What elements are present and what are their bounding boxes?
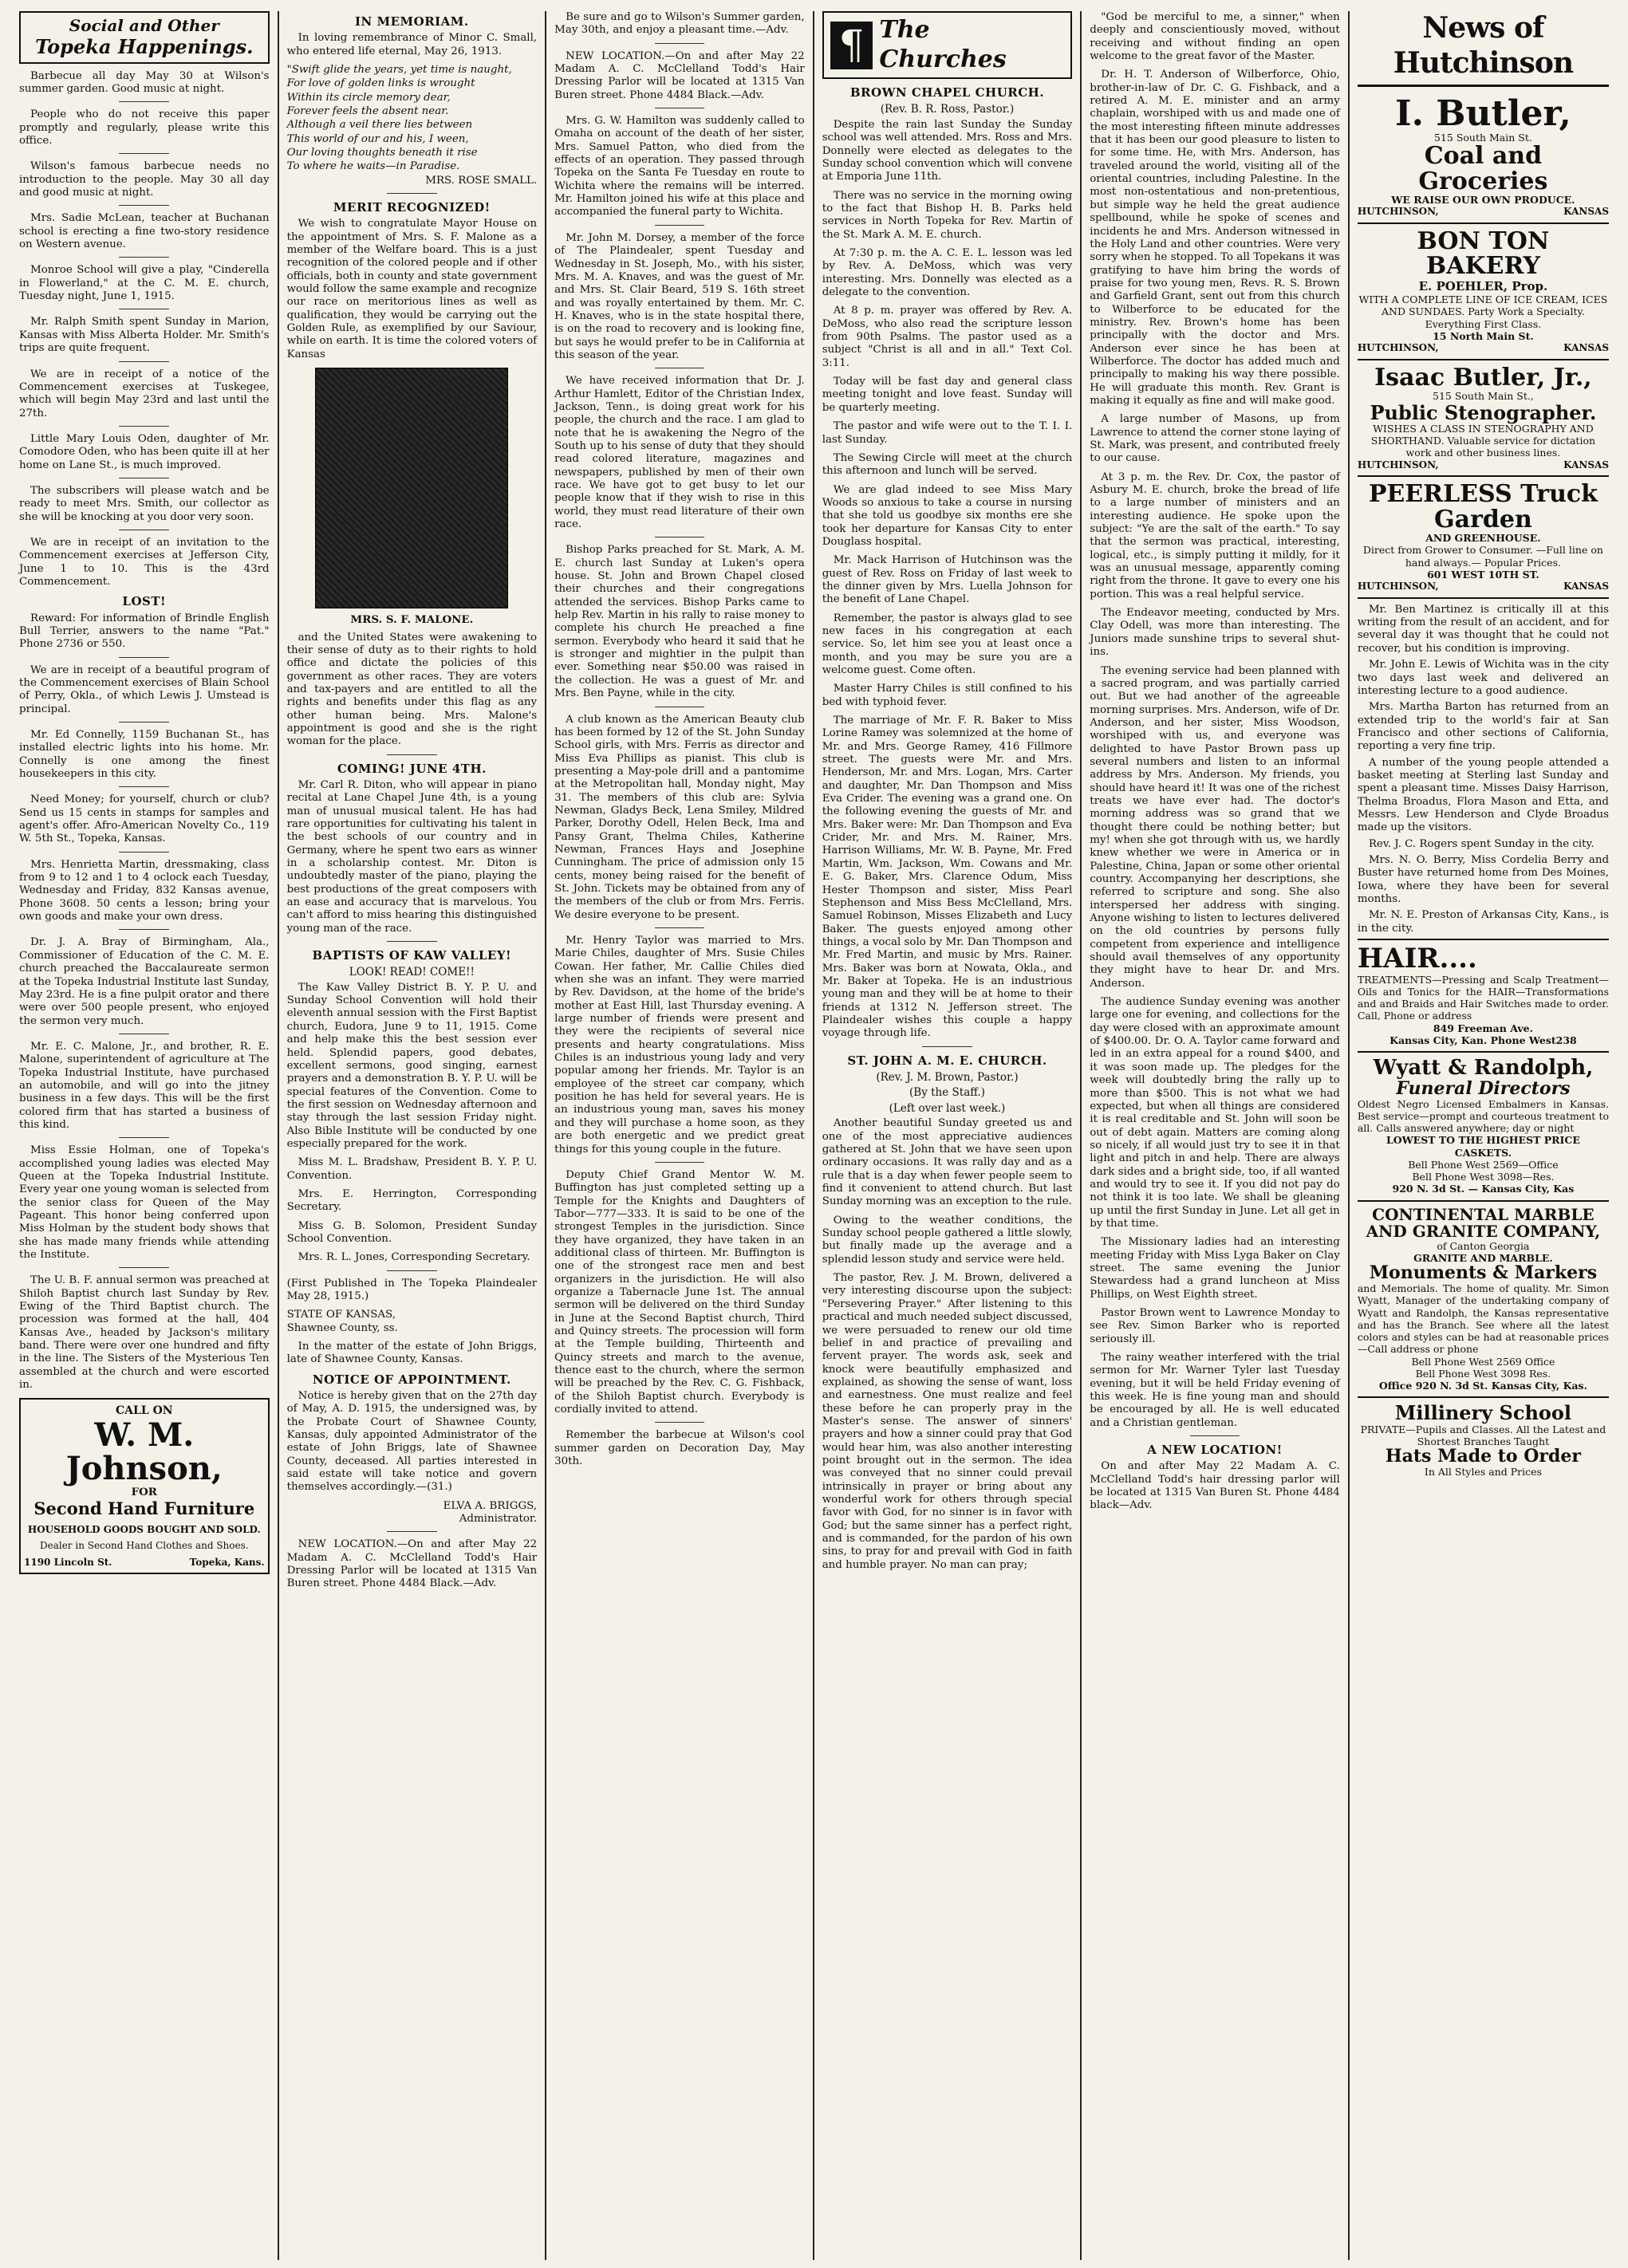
divider <box>119 929 169 930</box>
news-item: Mr. Mack Harrison of Hutchinson was the guest of Rev. Ross on Friday of last week to the dinner given by Mrs. Luella Johnson for the benefit of Lane Chapel. <box>822 554 1073 606</box>
news-item: Miss M. L. Bradshaw, President B. Y. P. U. Convention. <box>286 1156 538 1182</box>
butler-raise: WE RAISE OUR OWN PRODUCE. <box>1391 194 1575 207</box>
isaac-name: Isaac Butler, Jr., <box>1374 363 1592 392</box>
news-item: Mrs. Sadie McLean, teacher at Buchanan school is erecting a fine two-story residence on Western avenue. <box>19 212 270 251</box>
news-item: Barbecue all day May 30 at Wilson's summer garden. Good music at night. <box>19 69 270 95</box>
st-john-pastor: (Rev. J. M. Brown, Pastor.) <box>876 1070 1019 1084</box>
city: HUTCHINSON, <box>1357 459 1439 471</box>
topeka-items-2 <box>19 664 270 1392</box>
bonton-prop: E. POEHLER, Prop. <box>1418 278 1548 293</box>
peerless-address: 601 WEST 10TH ST. <box>1427 568 1539 581</box>
news-item: Mr. Ralph Smith spent Sunday in Marion, Kansas with Miss Alberta Holder. Mr. Smith's trips are quite frequent. <box>19 316 270 355</box>
news-item: Despite the rain last Sunday the Sunday school was well attended. Mrs. Ross and Mrs. Donnelly were elected as delegates to the Sunday school convention which will convene at Emporia June 11th. <box>822 118 1073 183</box>
news-item: Deputy Chief Grand Mentor W. M. Buffington has just completed setting up a Temple for the Knights and Daughters of Tabor—777—333. It is said to be one of the strongest Temples in the jurisdiction. Since they have organized, they have taken in an additional class of thirteen. Mr. Buffington is one of the strongest race men and best organizers in the jurisdiction. He will also organize a Tabernacle June 1st. The annual sermon will be delivered on the third Sunday in June at the Second Baptist church, Third and Quincy streets. The procession will form at the Temple building, Thirteenth and Quincy streets and march to the avenue, thence east to the church, where the sermon will be preached by the Rev. C. G. Fishback, of the Shiloh Baptist church. Everybody is cordially invited to attend. <box>554 1168 805 1416</box>
bonton-ad <box>1358 224 1609 360</box>
butler-name: I. Butler, <box>1395 93 1571 134</box>
brown-chapel-pastor: (Rev. B. R. Ross, Pastor.) <box>880 103 1015 116</box>
news-item: We are in receipt of a beautiful program of the Commencement exercises of Blain School of Perry, Okla., of which Lewis J. Umstead is principal. <box>19 663 270 715</box>
wyatt-phone-2: Bell Phone West 3098—Res. <box>1412 1171 1555 1183</box>
column-5 <box>1082 11 1350 2260</box>
header-line-1: Social and Other <box>69 16 219 35</box>
news-item: The pastor, Rev. J. M. Brown, delivered a very interesting discourse upon the subject: "Persevering Prayer." After listening to this practical and much needed subject discussed, we were persuaded to renew our old time belief in and practice of prevailing and fervent prayer. The words ask, seek and knock were beautifully emphasized and explained, as showing the sense of want, loss and earnestness. One must realize and feel these before he can properly pray in the Master's sense. The answer of sinners' prayers and how a sinner could pray that God would hear him, was also another interesting point brought out in the sermon. The idea was conveyed that no sinner could prevail intrinsically in prayer or bring about any wonderful work for others through special favor with God, for no sinner is in favor with God; but the same sinner has a perfect right, and is commanded, for the pardon of his own sins, to pray for and prevail with God in faith and humble prayer. No man can pray; <box>822 1272 1073 1571</box>
news-item: Need Money; for yourself, church or club? Send us 15 cents in stamps for samples and agent's offer. Afro-American Novelty Co., 119 W. 5th St., Topeka, Kansas. <box>19 793 270 845</box>
news-item: The subscribers will please watch and be ready to meet Mrs. Smith, our collector as she will be knocking at you door very soon. <box>19 484 270 523</box>
hutchinson-news <box>1358 604 1609 935</box>
news-item: Be sure and go to Wilson's Summer garden, May 30th, and enjoy a pleasant time.—Adv. <box>554 11 805 37</box>
coming-heading: COMING! JUNE 4TH. <box>337 761 487 776</box>
news-item: Miss G. B. Solomon, President Sunday School Convention. <box>286 1219 538 1245</box>
news-item: Today will be fast day and general class meeting tonight and love feast. Sunday will be quarterly meeting. <box>822 376 1073 414</box>
news-item: We are in receipt of a notice of the Commencement exercises at Tuskegee, which will begin May 23rd and last until the 27th. <box>19 368 270 419</box>
city: HUTCHINSON, <box>1357 342 1439 354</box>
news-item: Rev. J. C. Rogers spent Sunday in the city. <box>1368 837 1594 850</box>
divider <box>119 153 169 154</box>
wyatt-ad <box>1358 1053 1609 1201</box>
ad-dealer: Dealer in Second Hand Clothes and Shoes. <box>39 1540 249 1552</box>
text-line: Within its circle memory dear, <box>286 91 451 104</box>
text-line: This world of our and his, I ween, <box>286 132 469 145</box>
news-item: Mr. John M. Dorsey, a member of the force of The Plaindealer, spent Tuesday and Wednesday in St. Joseph, Mo., with his sister, Mrs. M. A. Knaves, and was the guest of Mr. and Mrs. St. Clair Beard, 519 S. 16th street and was royally entertained by them. Mr. C. H. Knaves, who is in the state hospital there, is on the road to recovery and is looking fine, but says he would prefer to be in California at this season of the year. <box>554 231 805 361</box>
divider <box>922 1046 972 1047</box>
news-item: The Missionary ladies had an interesting meeting Friday with Miss Lyga Baker on Clay street. The same evening the Junior Stewardess had a grand luncheon at Miss Phillips, on West Eighth street. <box>1090 1236 1340 1301</box>
news-item: Mrs. E. Herrington, Corresponding Secretary. <box>286 1187 538 1214</box>
bonton-address: 15 North Main St. <box>1433 329 1534 342</box>
millinery-hats: Hats Made to Order <box>1385 1446 1581 1467</box>
divider <box>655 1162 705 1163</box>
text-line: To where he waits—in Paradise. <box>286 160 460 173</box>
news-item: Remember, the pastor is always glad to see new faces in his congregation at each service. So, let him see you at least once a month, and you may be sure you are a welcome guest. Come often. <box>822 612 1073 677</box>
divider <box>655 43 705 44</box>
new-location-ad: NEW LOCATION.—On and after May 22 Madam A. C. McClelland Todd's Hair Dressing Parlor will be located at 1315 Van Buren street. Phone 4484 Black.—Adv. <box>286 1538 538 1590</box>
st-john-items <box>822 1117 1073 1572</box>
ad-sub: HOUSEHOLD GOODS BOUGHT AND SOLD. <box>27 1523 261 1535</box>
state: KANSAS <box>1563 581 1610 593</box>
news-item: People who do not receive this paper promptly and regularly, please write this office. <box>19 108 270 148</box>
divider <box>119 657 169 658</box>
merit-text: We wish to congratulate Mayor House on the appointment of Mrs. S. F. Malone as a member of the Welfare board. This is a just recognition of the colored people and if other officials, both in county and state government would follow the same example and recognize our race on meritorious lines as well as qualification, they would be carrying out the Golden Rule, as exemplified by our Saviour, while on earth. It is time the colored voters of Kansas <box>286 218 538 360</box>
news-item: Mrs. R. L. Jones, Corresponding Secretary. <box>298 1251 530 1264</box>
news-item: The evening service had been planned with a sacred program, and was partially carried out. But we had another of the agreeable morning surprises. Mrs. Anderson, wife of Dr. Anderson, and her sister, Miss Woodson, worshiped with us, and everyone was delighted to have Pastor Brown pass up several numbers and listen to an informal address by Mrs. Anderson. My friends, you should have heard it! It was one of the richest treats we have ever had. The doctor's morning address was so grand that we thought there could be nothing better; but my! when she got through with us, we hardly knew whether we were in America or in Palestine, China, Japan or some other oriental country. Accompanying her descriptions, she referred to scripture and song. She also interspersed her address with singing. Anyone wishing to listen to lectures delivered on the old countries by persons fully competent from experience and intelligence should avail themselves of any opportunity they might have to hear Dr. and Mrs. Anderson. <box>1090 664 1340 990</box>
divider <box>387 193 437 194</box>
column-1 <box>11 11 279 2260</box>
city: HUTCHINSON, <box>1357 206 1439 218</box>
news-item: The rainy weather interfered with the trial sermon for Mr. Warner Tyler last Tuesday evening, but it will be held Friday evening of this week. He is fine young man and should be encouraged by all. He is well educated and a Christian gentleman. <box>1090 1352 1340 1429</box>
isaac-text: WISHES A CLASS IN STENOGRAPHY AND SHORTHAND. Valuable service for dictation work and other business lines. <box>1370 422 1596 459</box>
new-location-heading: A NEW LOCATION! <box>1147 1443 1283 1458</box>
wyatt-phone-1: Bell Phone West 2569—Office <box>1408 1158 1559 1171</box>
news-item: The pastor and wife were out to the T. I. I. last Sunday. <box>822 420 1073 446</box>
news-item: Mrs. G. W. Hamilton was suddenly called to Omaha on account of the death of her sister, Mrs. Samuel Patton, who died from the effects of an operation. They passed through Topeka on the Santa Fe Tuesday en route to Wichita where the remains will be interred. Mr. Hamilton joined his wife at this place and accompanied the funeral party to Wichita. <box>554 115 805 219</box>
peerless-text: Direct from Grower to Consumer. —Full line on hand always.— Popular Prices. <box>1362 544 1603 569</box>
isaac-line: Public Stenographer. <box>1370 400 1597 424</box>
news-item: Mr. Ben Martinez is critically ill at this writing from the result of an accident, and for several day it was thought that he could not recover, but his condition is improving. <box>1357 603 1610 655</box>
divider <box>119 1267 169 1268</box>
baptists-text: The Kaw Valley District B. Y. P. U. and Sunday School Convention will hold their eleventh annual session with the First Baptist church, Eudora, June 9 to 11, 1915. Come and help make this the best session ever held. Splendid papers, good debates, excellent sermons, good singing, earnest prayers and a demonstration B. Y. P. U. will be special features of the Convention. Come to the first session on Wednesday afternoon and stay through the last session Friday night. Also Bible Institute will be conducted by one especially prepared for the work. <box>286 981 538 1150</box>
millinery-styles: In All Styles and Prices <box>1424 1466 1542 1479</box>
st-john-note: (Left over last week.) <box>889 1101 1006 1115</box>
legal-matter: In the matter of the estate of John Briggs, late of Shawnee County, Kansas. <box>286 1341 538 1366</box>
churches-title: The Churches <box>879 16 1007 73</box>
divider <box>119 426 169 427</box>
text-line: Forever feels the absent near. <box>286 105 449 118</box>
city-row <box>1358 459 1609 471</box>
city-row <box>1358 206 1609 218</box>
news-item: Mr. N. E. Preston of Arkansas City, Kans., is in the city. <box>1357 909 1610 935</box>
portrait-photo <box>315 368 508 608</box>
merit-continued: and the United States were awakening to their sense of duty as to their rights to hold office and dictate the policies of this government as other races. They are voters and tax-payers and are entitled to all the rights and benefits under this flag as any other human being. Mrs. Malone's appointment is good and she is the right woman for the place. <box>286 631 538 748</box>
ad-address-row <box>24 1557 265 1569</box>
news-item: Dr. J. A. Bray of Birmingham, Ala., Commissioner of Education of the C. M. E. church preached the Baccalaureate sermon at the Topeka Industrial Institute last Sunday, May 23rd. He is a fine pulpit orator and there were over 500 people present, who enjoyed the sermon very much. <box>19 936 270 1027</box>
news-item: Owing to the weather conditions, the Sunday school people gathered a little slowly, but finally made up the average and a splendid lesson study and service were held. <box>822 1214 1073 1266</box>
merit-heading: MERIT RECOGNIZED! <box>333 200 491 215</box>
divider <box>387 1270 437 1271</box>
news-item: The U. B. F. annual sermon was preached at Shiloh Baptist church last Sunday by Rev. Ewing of the Third Baptist church. The procession was formed at the hall, 404 Kansas Ave., headed by Jackson's military band. There were over one hundred and fifty in the line. The Sisters of the Mysterious Ten assembled at the church and were escorted in. <box>19 1274 270 1392</box>
continental-sub: of Canton Georgia <box>1437 1239 1530 1252</box>
ad-city: Topeka, Kans. <box>189 1556 265 1568</box>
news-item: Mrs. Martha Barton has returned from an extended trip to the world's fair at San Francisco and other sections of California, reporting a very fine trip. <box>1357 701 1610 753</box>
legal-state: STATE OF KANSAS, <box>286 1309 396 1321</box>
st-john-continued <box>1090 11 1340 1430</box>
memoriam-poem <box>287 64 538 174</box>
news-item: At 3 p. m. the Rev. Dr. Cox, the pastor of Asbury M. E. church, broke the bread of life to a large number of ministers and an interesting audience. He spoke upon the subject: "Ye are the salt of the earth." To say that the sermon was practical, interesting, logical, etc., is simply putting it mildly, for it was an unusual message, apparently coming right from the throne. It gave to every one his portion. This was a real helpful service. <box>1090 471 1340 600</box>
baptists-subheading: LOOK! READ! COME!! <box>349 966 475 979</box>
bonton-text: WITH A COMPLETE LINE OF ICE CREAM, ICES AND SUNDAES. Party Work a Specialty. Everything First Class. <box>1358 293 1608 330</box>
legal-publication: (First Published in The Topeka Plaindealer May 28, 1915.) <box>286 1277 538 1302</box>
column-2 <box>279 11 547 2260</box>
news-item: Bishop Parks preached for St. Mark, A. M. E. church last Sunday at Luken's opera house. St. John and Brown Chapel closed their churches and their congregations attended the services. Bishop Parks came to help Rev. Martin in his rally to raise money to complete his church He preached a fine sermon. Everybody who heard it said that he is stronger and mightier in the pulpit than ever. Something near $50.00 was raised in the collection. He was a guest of Mr. and Mrs. Ben Payne, while in the city. <box>554 544 805 700</box>
brown-chapel-items <box>822 119 1073 1041</box>
millinery-text: PRIVATE—Pupils and Classes. All the Latest and Shortest Branches Taught <box>1360 1423 1606 1447</box>
news-item: A large number of Masons, up from Lawrence to attend the corner stone laying of St. Mark, was present, and contributed freely to our cause. <box>1090 413 1340 465</box>
news-item: Mrs. N. O. Berry, Miss Cordelia Berry and Buster have returned home from Des Moines, Iowa, where they have been for several months. <box>1357 853 1610 906</box>
news-item: Dr. H. T. Anderson of Wilberforce, Ohio, brother-in-law of Dr. C. G. Fishback, and a retired A. M. E. minister and an army chaplain, worshiped with us and made one of the most interesting fifteen minute addresses that it has been our good pleasure to listen to for some time. He, with Mrs. Anderson, has traveled around the world, visiting all of the oriental countries, including Palestine. In the most non-ostentatious and non-pretentious, but simple way he held the great audience spellbound, while he spoke of scenes and incidents he and Mrs. Anderson witnessed in the Holy Land and other countries. Were very sorry when he stopped. To all Topekans it was gratifying to have him bring the words of praise for two young men, Revs. R. S. Brown and Garfield Grant, sent out from this church to Wilberforce to be educated for the ministry. Rev. Brown's home has been principally with the doctor and Mrs. Anderson ever since he has been at Wilberforce. The doctor has added much and principally to making his way there possible. He will graduate this month. Rev. Grant is making it equally as fine and will make good. <box>1090 69 1340 407</box>
state: KANSAS <box>1563 459 1610 471</box>
hair-ad <box>1358 939 1609 1053</box>
news-item: The Endeavor meeting, conducted by Mrs. Clay Odell, was more than interesting. The Juniors made sunshine trips to several shut-ins. <box>1090 607 1340 659</box>
divider <box>119 1137 169 1138</box>
continental-text: and Memorials. The home of quality. Mr. Simon Wyatt, Manager of the undertaking company of Wyatt and Randolph, the Kansas representative and has the Branch. See where all the latest colors and styles can be had at reasonable prices—Call address or phone <box>1357 1282 1610 1356</box>
wyatt-name: Wyatt & Randolph, <box>1373 1056 1594 1081</box>
divider <box>119 101 169 102</box>
news-item: A club known as the American Beauty club has been formed by 12 of the St. John Sunday School girls, with Mrs. Ferris as director and Miss Eva Phillips as pianist. This club is presenting a May-pole drill and a pantomime at the Metropolitan hall, Monday night, May 31. The members of this club are: Sylvia Newman, Gladys Beck, Lena Smiley, Mildred Parker, Dorothy Odell, Helen Beck, Ima and Pansy Grant, Thelma Chiles, Katherine Newman, Frances Hays and Josephine Cunningham. The price of admission only 15 cents, money being raised for the benefit of St. John. Tickets may be obtained from any of the members of the club or from Mrs. Ferris. We desire everyone to be present. <box>554 713 805 921</box>
hair-city: Kansas City, Kan. Phone West238 <box>1390 1034 1577 1046</box>
city-row <box>1358 342 1609 354</box>
continental-name: CONTINENTAL MARBLE AND GRANITE COMPANY, <box>1366 1204 1601 1241</box>
legal-text: Notice is hereby given that on the 27th day of May, A. D. 1915, the undersigned was, by the Probate Court of Shawnee County, Kansas, duly appointed Administrator of the estate of John Briggs, late of Shawnee County, deceased. All parties interested in said estate will take notice and govern themselves accordingly.—(31.) <box>286 1390 538 1494</box>
text-line: Our loving thoughts beneath it rise <box>286 147 478 159</box>
news-item: Mr. John E. Lewis of Wichita was in the city two days last week and delivered an interesting lecture to a good audience. <box>1357 659 1610 697</box>
divider <box>387 754 437 755</box>
news-item: Another beautiful Sunday greeted us and one of the most appreciative audiences gathered at St. John that we have seen upon ordinary occasions. It was rally day and as a rule that is a day when fewer people seem to find it convenient to attend church. But last Sunday morning was an exception to the rule. <box>822 1117 1073 1208</box>
memoriam-intro: In loving remembrance of Minor C. Small, who entered life eternal, May 26, 1913. <box>286 32 538 57</box>
news-item: Mr. Henry Taylor was married to Mrs. Marie Chiles, daughter of Mrs. Susie Chiles Cowan. Her father, Mr. Callie Chiles died when she was an infant. They were married by Rev. Davidson, at the home of the bride's mother at East Hill, last Thursday evening. A large number of friends were present and they were the recipients of several nice presents and hearty congratulations. Miss Chiles is an industrious young lady and very popular among her friends. Mr. Taylor is an employee of the street car company, which position he has held for several years. He is an industrious young man, saves his money and they will purchase a home soon, as they are both energetic and we predict great things for this young couple in the future. <box>554 935 805 1156</box>
continental-phone-1: Bell Phone West 2569 Office <box>1411 1355 1555 1368</box>
news-item: Master Harry Chiles is still confined to his bed with typhoid fever. <box>822 683 1073 708</box>
isaac-address: 515 South Main St., <box>1433 390 1534 403</box>
st-john-heading: ST. JOHN A. M. E. CHURCH. <box>847 1053 1047 1068</box>
state: KANSAS <box>1563 206 1610 218</box>
peerless-sub: AND GREENHOUSE. <box>1425 532 1541 545</box>
hair-name: HAIR.... <box>1357 943 1477 975</box>
poem-signature: MRS. ROSE SMALL. <box>425 174 538 187</box>
baptists-heading: BAPTISTS OF KAW VALLEY! <box>312 948 512 963</box>
peerless-name: PEERLESS Truck Garden <box>1368 480 1598 534</box>
butler-address: 515 South Main St. <box>1433 131 1532 144</box>
legal-heading: NOTICE OF APPOINTMENT. <box>312 1372 511 1387</box>
millinery-name: Millinery School <box>1394 1401 1572 1425</box>
brown-chapel-heading: BROWN CHAPEL CHURCH. <box>849 85 1045 100</box>
butler-line: Coal and Groceries <box>1418 142 1548 195</box>
photo-caption: MRS. S. F. MALONE. <box>350 613 474 627</box>
hair-address: 849 Freeman Ave. <box>1433 1022 1533 1034</box>
memoriam-heading: IN MEMORIAM. <box>355 14 469 29</box>
legal-role: Administrator. <box>459 1513 538 1526</box>
st-john-byline: (By the Staff.) <box>909 1086 985 1100</box>
news-item: We are in receipt of an invitation to the Commencement exercises at Jefferson City, June 1 to 10. This is the 43rd Commencement. <box>19 536 270 588</box>
news-item: The audience Sunday evening was another large one for evening, and collections for the day were closed with an approximate amount of $400.00. Dr. O. A. Taylor came forward and led in an extra appeal for a round $400, and it was soon made up. The pledges for the week will doubtedly bring the rally up to more than $500. This is not what we had expected, but when all things are considered it is real creditable and St. John will soon be out of debt again. Matters are coming along so nicely, if all would just try to see it in that light and pitch in and help. There are always dark sides and a bright side, too, if all wanted and would try to see it. If you did not pay do not think it is too late. We shall be gleaning up until the first Sunday in June. Let all get in by that time. <box>1090 996 1340 1230</box>
ad-call: CALL ON <box>116 1404 173 1418</box>
pilcrow-icon: ¶ <box>830 22 873 69</box>
butler-ad <box>1358 92 1609 224</box>
continental-line: GRANITE AND MARBLE. <box>1413 1251 1553 1264</box>
news-item: There was no service in the morning owing to the fact that Bishop H. B. Parks held services in North Topeka for Rev. Martin of the St. Mark A. M. E. church. <box>822 189 1073 241</box>
divider <box>387 1531 437 1532</box>
ad-addr: 1190 Lincoln St. <box>24 1556 112 1568</box>
news-item: The marriage of Mr. F. R. Baker to Miss Lorine Ramey was solemnized at the home of Mr. and Mrs. George Ramey, 416 Fillmore street. The guests were Mr. and Mrs. Henderson, Mr. and Mrs. Logan, Mrs. Carter and daughter, Mr. Dan Thompson and Miss Eva Crider. The evening was a grand one. On the following evening the guests of Mr. and Mrs. Baker were: Mr. Dan Thompson and Eva Crider, Mr. and Mrs. M. Rainer, Mrs. Harrison Williams, Mr. W. B. Payne, Mr. Fred Martin, Wm. Jackson, Wm. Cowans and Mr. E. G. Baker, Mrs. Clarence Odum, Miss Hester Thompson and sister, Miss Pearl Stephenson and Miss Bess McClelland, Mrs. Samuel Robinson, Misses Elizabeth and Lucy Baker. The guests enjoyed among other things, a vocal solo by Mr. Dan Thompson and Mr. Fred Martin, and music by Mrs. Rainer. Mrs. Baker was born at Nowata, Okla., and Mr. Baker at Topeka. He is an industrious young man and they will be at home to their friends at 1312 N. Jefferson street. The Plaindealer wishes this couple a happy voyage through life. <box>822 715 1073 1040</box>
continental-monuments: Monuments & Markers <box>1369 1262 1598 1284</box>
divider <box>119 257 169 258</box>
baptists-officers <box>287 1156 538 1264</box>
text-line: "Swift glide the years, yet time is naught, <box>286 63 512 76</box>
divider <box>119 361 169 362</box>
wyatt-line: Funeral Directors <box>1396 1077 1571 1099</box>
wyatt-text: Oldest Negro Licensed Embalmers in Kansas. Best service—prompt and courteous treatment to all. Calls answered anywhere; day or night <box>1357 1097 1610 1135</box>
coming-text: Mr. Carl R. Diton, who will appear in piano recital at Lane Chapel June 4th, is a young man of unusual musical talent. He has had rare opportunities for cultivating his talent in the best schools of our country and in Germany, where he spent two ears as winner in a scholarship contest. Mr. Diton is undoubtedly master of the piano, playing the best productions of the great composers with an ease and accuracy that is marvelous. You can't afford to miss hearing this distinguished young man of the race. <box>286 778 538 935</box>
text-line: Although a veil there lies between <box>286 119 473 132</box>
news-item: Monroe School will give a play, "Cinderella in Flowerland," at the C. M. E. church, Tuesday night, June 1, 1915. <box>19 264 270 303</box>
divider <box>119 205 169 206</box>
divider <box>119 722 169 723</box>
legal-county: Shawnee County, ss. <box>286 1321 398 1334</box>
news-item: The Sewing Circle will meet at the church this afternoon and lunch will be served. <box>822 451 1073 478</box>
news-item: NEW LOCATION.—On and after May 22 Madam A. C. McClelland Todd's Hair Dressing Parlor will be located at 1315 Van Buren street. Phone 4484 Black.—Adv. <box>554 49 805 101</box>
column-3 <box>546 11 814 2260</box>
news-item: At 8 p. m. prayer was offered by Rev. A. DeMoss, who also read the scripture lesson from 90th Psalms. The pastor used as a subject "Christ is all and in all." Text Col. 3:11. <box>822 305 1073 369</box>
column-4 <box>814 11 1082 2260</box>
text-line: For love of golden links is wrought <box>286 77 475 90</box>
continental-address: Office 920 N. 3d St. Kansas City, Kas. <box>1378 1380 1587 1392</box>
divider <box>1190 1435 1240 1436</box>
news-item: Wilson's famous barbecue needs no introduction to the people. May 30 all day and good music at night. <box>19 160 270 199</box>
ad-name: W. M. Johnson, <box>65 1416 223 1487</box>
continental-ad <box>1358 1202 1609 1399</box>
new-location-text: On and after May 22 Madam A. C. McClelland Todd's hair dressing parlor will be located at 1315 Van Buren St. Phone 4484 black—Adv. <box>1090 1460 1340 1512</box>
news-item: Remember the barbecue at Wilson's cool summer garden on Decoration Day, May 30th. <box>554 1429 805 1468</box>
news-item: Little Mary Louis Oden, daughter of Mr. Comodore Oden, who has been quite ill at her home on Lane St., is much improved. <box>19 432 270 471</box>
continental-phone-2: Bell Phone West 3098 Res. <box>1415 1367 1551 1380</box>
news-item: Miss Essie Holman, one of Topeka's accomplished young ladies was elected May Queen at the Topeka Industrial Institute. Every year one young woman is selected from the senior class for Queen of the May Pageant. This honor being conferred upon Miss Holman by the student body shows that she has made many friends while attending the Institute. <box>19 1144 270 1262</box>
news-item: "God be merciful to me, a sinner," when deeply and conscientiously moved, without receiving and without finding an open welcome to the great favor of the Master. <box>1090 11 1340 63</box>
news-item: We have received information that Dr. J. Arthur Hamlett, Editor of the Christian Index, Jackson, Tenn., is doing great work for his people, the church and the race. I am glad to note that he is awakening the Negro of the South up to his sense of duty that they should read colored literature, magazines and newspapers, published by men of their own race. We have got to get busy to let our people know that if they wish to rise in this world, they must read literature of their own race. <box>554 375 805 531</box>
isaac-butler-ad <box>1358 360 1609 477</box>
topeka-items <box>19 70 270 589</box>
column-6 <box>1350 11 1617 2260</box>
millinery-ad <box>1358 1398 1609 1482</box>
news-item: We are glad indeed to see Miss Mary Woods so anxious to take a course in nursing that she told us goodbye six months ere she took her departure for Kansas City to enter Douglass hospital. <box>822 483 1073 548</box>
bonton-name: BON TON BAKERY <box>1417 226 1550 281</box>
news-item: Mr. E. C. Malone, Jr., and brother, R. E. Malone, superintendent of agriculture at The Topeka Industrial Institute, have purchased an automobile, and will go into the jitney business in a few days. This will be the first colored firm that has started a business of this kind. <box>19 1040 270 1131</box>
city: HUTCHINSON, <box>1357 581 1439 593</box>
hair-text: TREATMENTS—Pressing and Scalp Treatment—Oils and Tonics for the HAIR—Transformations and and Braids and Hair Switches made to order. Call, Phone or address <box>1357 973 1610 1022</box>
state: KANSAS <box>1563 342 1610 354</box>
news-item: A number of the young people attended a basket meeting at Sterling last Sunday and spent a pleasant time. Misses Daisy Harrison, Thelma Broadus, Flora Mason and Etta, and Messrs. Lew Henderson and Clyde Broadus made up the visitors. <box>1357 756 1610 834</box>
divider <box>655 927 705 928</box>
wyatt-price: LOWEST TO THE HIGHEST PRICE CASKETS. <box>1386 1134 1580 1159</box>
divider <box>655 225 705 226</box>
lost-text: Reward: For information of Brindle English Bull Terrier, answers to the name "Pat." Phone 2736 or 550. <box>19 612 270 651</box>
peerless-ad <box>1358 477 1609 599</box>
divider <box>119 786 169 787</box>
hutchinson-masthead: News of Hutchinson <box>1358 11 1609 87</box>
divider <box>387 941 437 942</box>
section-header-topeka <box>19 11 270 64</box>
news-item: Mr. Ed Connelly, 1159 Buchanan St., has installed electric lights into his home. Mr. Connelly is one among the finest housekeepers in this city. <box>19 729 270 781</box>
header-line-2: Topeka Happenings. <box>35 35 254 59</box>
city-row <box>1358 581 1609 593</box>
legal-signature: ELVA A. BRIGGS, <box>443 1499 538 1512</box>
news-item: Pastor Brown went to Lawrence Monday to see Rev. Simon Barker who is reported seriously ill. <box>1090 1307 1340 1345</box>
news-item: Mrs. Henrietta Martin, dressmaking, class from 9 to 12 and 1 to 4 oclock each Tuesday, Wednesday and Friday, 832 Kansas avenue, Phone 3608. 50 cents a lesson; bring your own goods and make your own dress. <box>19 858 270 923</box>
johnson-ad <box>19 1398 270 1574</box>
ad-for: FOR <box>131 1485 157 1498</box>
churches-logo <box>822 11 1073 79</box>
lost-title: LOST! <box>122 594 167 609</box>
news-item: At 7:30 p. m. the A. C. E. L. lesson was led by Rev. A. DeMoss, which was very interesting. Mrs. Donnelly was elected as a delegate to the convention. <box>822 247 1073 299</box>
local-news-items <box>554 11 805 1468</box>
divider <box>655 1422 705 1423</box>
ad-line: Second Hand Furniture <box>34 1498 255 1518</box>
wyatt-address: 920 N. 3d St. — Kansas City, Kas <box>1392 1183 1575 1195</box>
